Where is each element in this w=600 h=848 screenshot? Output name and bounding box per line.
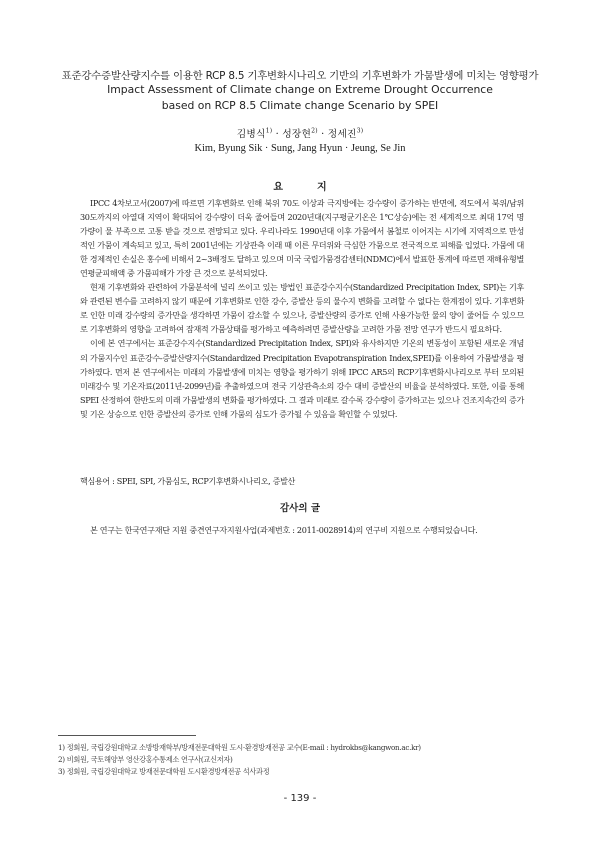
abstract-paragraph-2: 현재 기후변화와 관련하여 가뭄분석에 널리 쓰이고 있는 방법인 표준강수지수(Standardized Precipitation Index, SPI)는 기후와 관련된 변수를 고려하지 않기 때문에 기후변화로 인한 강수, 증발산 등의 물수지 변화를 고려할 수 없다는 한계점이 있다. 기후변화로 인한 미래 강수량의 증가만을 생각하면 가뭄이 감소할 수 있으나, 증발산량의 증가로 인해 사용가능한 물의 양이 줄어들 수 있으므로 기후변화의 영향을 고려하여 잠재적 가뭄상태를 평가하고 예측하려면 증발산량을 고려한 가뭄 전망 연구가 반드시 필요하다. — [80, 282, 524, 335]
authors-english: Kim, Byung Sik · Sung, Jang Hyun · Jeung, Se Jin — [194, 143, 406, 154]
author-1-mark: 1) — [265, 127, 273, 135]
abstract-heading-char-2: 지 — [317, 182, 327, 193]
keywords: 핵심용어 : SPEI, SPI, 가뭄심도, RCP기후변화시나리오, 증발산 — [80, 476, 296, 486]
abstract-heading-char-1: 요 — [273, 182, 283, 193]
title-korean: 표준강수증발산량지수를 이용한 RCP 8.5 기후변화시나리오 기반의 기후변화가 가뭄발생에 미치는 영향평가 — [61, 70, 539, 82]
title-english-line2: based on RCP 8.5 Climate change Scenario by SPEI — [161, 99, 439, 112]
footnote-2: 2) 비회원, 국토해양부 영산강홍수통제소 연구사(교신저자) — [58, 755, 233, 764]
footnotes — [58, 742, 538, 778]
author-1: 김병식 — [236, 129, 266, 140]
abstract-body — [80, 196, 524, 421]
author-2-mark: 2) — [311, 127, 318, 135]
acknowledgement-heading: 감사의 글 — [279, 503, 320, 514]
author-2: 성장현 — [282, 129, 312, 140]
abstract-paragraph-1: IPCC 4차보고서(2007)에 따르면 기후변화로 인해 북위 70도 이상과 극지방에는 강수량이 증가하는 반면에, 적도에서 북위/남위 30도까지의 아열대 지역이 확대되어 강수량이 더욱 줄어들며 2020년대(지구평균기온은 1℃상승)에는 전 세계적으로 최대 17억 명 가량이 물 부족으로 고통 받을 것으로 전망되고 있다. 우리나라도 1990년대 이후 가뭄에서 봄철로 이어지는 시기에 지역적으로 만성적인 가뭄이 계속되고 있고, 특히 2001년에는 기상관측 이래 때 이른 무더위와 극심한 가뭄으로 전국적으로 피해를 입었다. 가뭄에 대한 경제적인 손실은 홍수에 비해서 2~3배정도 달하고 있으며 미국 국립가뭄경감센터(NDMC)에서 발표한 통계에 따르면 재해유형별 연평균피해액 중 가뭄피해가 가장 큰 것으로 분석되었다. — [80, 198, 524, 279]
author-separator: · — [272, 129, 283, 140]
footnote-3: 3) 정회원, 국립강원대학교 방재전문대학원 도시환경방재전공 석사과정 — [58, 767, 270, 776]
authors-korean — [0, 126, 600, 140]
abstract-paragraph-3: 이에 본 연구에서는 표준강수지수(Standardized Precipitation Index, SPI)와 유사하지만 기온의 변동성이 포함된 새로운 개념의 가뭄지수인 표준강수-증발산량지수(Standardized Precipitation Evapotranspiration Index,SPEI)를 이용하여 가뭄발생을 평가하였다. 먼저 본 연구에서는 미래의 가뭄발생에 미치는 영향을 평가하기 위해 IPCC AR5의 RCP기후변화시나리오로 부터 모의된 미래강수 및 기온자료(2011년-2099년)를 추출하였으며 전국 기상관측소의 강수 대비 증발산의 비율을 분석하였다. 또한, 이를 통해 SPEI 산정하여 한반도의 미래 가뭄발생의 변화를 평가하였다. 그 결과 미래로 갈수록 강수량이 증가하고는 있으나 건조지속간의 증가 및 기온 상승으로 인한 증발산의 증가로 인해 가뭄의 심도가 증가될 수 있음을 확인할 수 있었다. — [80, 338, 524, 419]
footnote-divider — [58, 735, 196, 736]
page-number: - 139 - — [283, 793, 317, 804]
author-3: 정세진 — [327, 129, 357, 140]
abstract-heading — [0, 178, 600, 193]
author-3-mark: 3) — [356, 127, 364, 135]
footnote-1: 1) 정회원, 국립강원대학교 소방방재학부/방재전문대학원 도시·환경방재전공 교수(E-mail : hydrokbs@kangwon.ac.kr) — [58, 743, 421, 752]
title-english-line1: Impact Assessment of Climate change on Extreme Drought Occurrence — [107, 83, 493, 96]
author-separator: · — [317, 129, 328, 140]
acknowledgement-text: 본 연구는 한국연구재단 지원 중견연구자지원사업(과제번호 : 2011-0028914)의 연구비 지원으로 수행되었습니다. — [90, 525, 478, 535]
